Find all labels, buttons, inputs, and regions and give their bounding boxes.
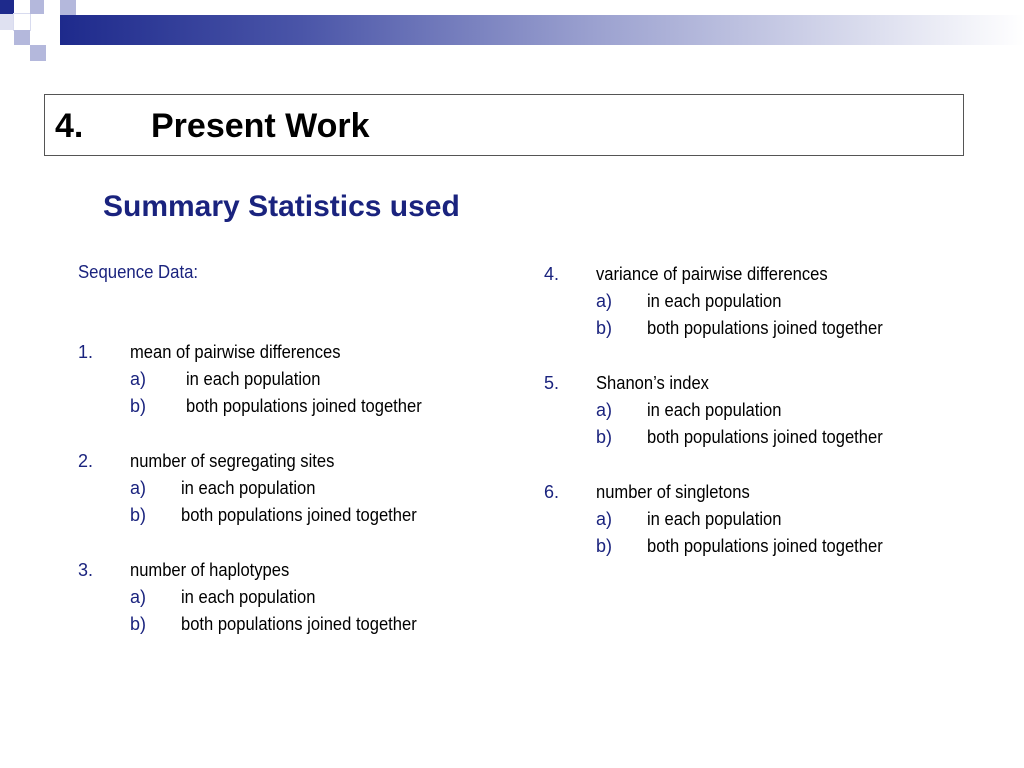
slide-title-number: 4. (55, 107, 84, 145)
left-column (78, 259, 518, 666)
subitem-marker: b) (596, 427, 613, 447)
subitem-text: in each population (181, 478, 316, 498)
decor-square (30, 45, 46, 61)
item-label: Shanon’s index (596, 373, 709, 393)
decor-square (0, 14, 14, 30)
header-decoration (0, 0, 1024, 70)
right-column (544, 261, 984, 588)
item-number: 2. (78, 451, 94, 471)
item-label: variance of pairwise differences (596, 264, 828, 284)
subitem-text: in each population (647, 509, 782, 529)
subitem-marker: a) (596, 291, 613, 311)
item-number: 6. (544, 482, 560, 502)
list-item (544, 479, 984, 560)
sequence-data-label: Sequence Data: (78, 262, 199, 282)
item-number: 3. (78, 560, 94, 580)
subitem-marker: a) (130, 478, 147, 498)
subitem-marker: b) (596, 318, 613, 338)
subitem-marker: a) (596, 400, 613, 420)
subitem-marker: b) (596, 536, 613, 556)
item-number: 1. (78, 342, 94, 362)
decor-square (14, 30, 30, 45)
item-label: number of segregating sites (130, 451, 335, 471)
item-number: 5. (544, 373, 560, 393)
item-number: 4. (544, 264, 560, 284)
decor-square (44, 15, 60, 30)
slide-subtitle: Summary Statistics used (103, 190, 460, 223)
decor-square (14, 14, 30, 30)
item-label: number of singletons (596, 482, 750, 502)
header-gradient-band (60, 15, 1024, 45)
subitem-text: both populations joined together (647, 318, 883, 338)
subitem-marker: a) (596, 509, 613, 529)
subitem-text: both populations joined together (647, 536, 883, 556)
subitem-text: in each population (647, 400, 782, 420)
list-item (544, 261, 984, 342)
slide-title: Present Work (151, 107, 370, 145)
item-label: number of haplotypes (130, 560, 290, 580)
slide-title-box (44, 94, 964, 156)
list-item (78, 339, 518, 420)
decor-square (60, 0, 76, 15)
subitem-text: both populations joined together (181, 505, 417, 525)
subitem-marker: b) (130, 505, 147, 525)
subitem-marker: a) (130, 369, 147, 389)
list-item (78, 448, 518, 529)
subitem-text: in each population (181, 587, 316, 607)
subitem-marker: a) (130, 587, 147, 607)
subitem-marker: b) (130, 614, 147, 634)
decor-square (0, 0, 14, 14)
subitem-text: both populations joined together (186, 396, 422, 416)
list-item (544, 370, 984, 451)
decor-square (30, 0, 44, 14)
subitem-text: in each population (186, 369, 321, 389)
item-label: mean of pairwise differences (130, 342, 341, 362)
subitem-text: in each population (647, 291, 782, 311)
subitem-marker: b) (130, 396, 147, 416)
list-item (78, 557, 518, 638)
subitem-text: both populations joined together (181, 614, 417, 634)
subitem-text: both populations joined together (647, 427, 883, 447)
